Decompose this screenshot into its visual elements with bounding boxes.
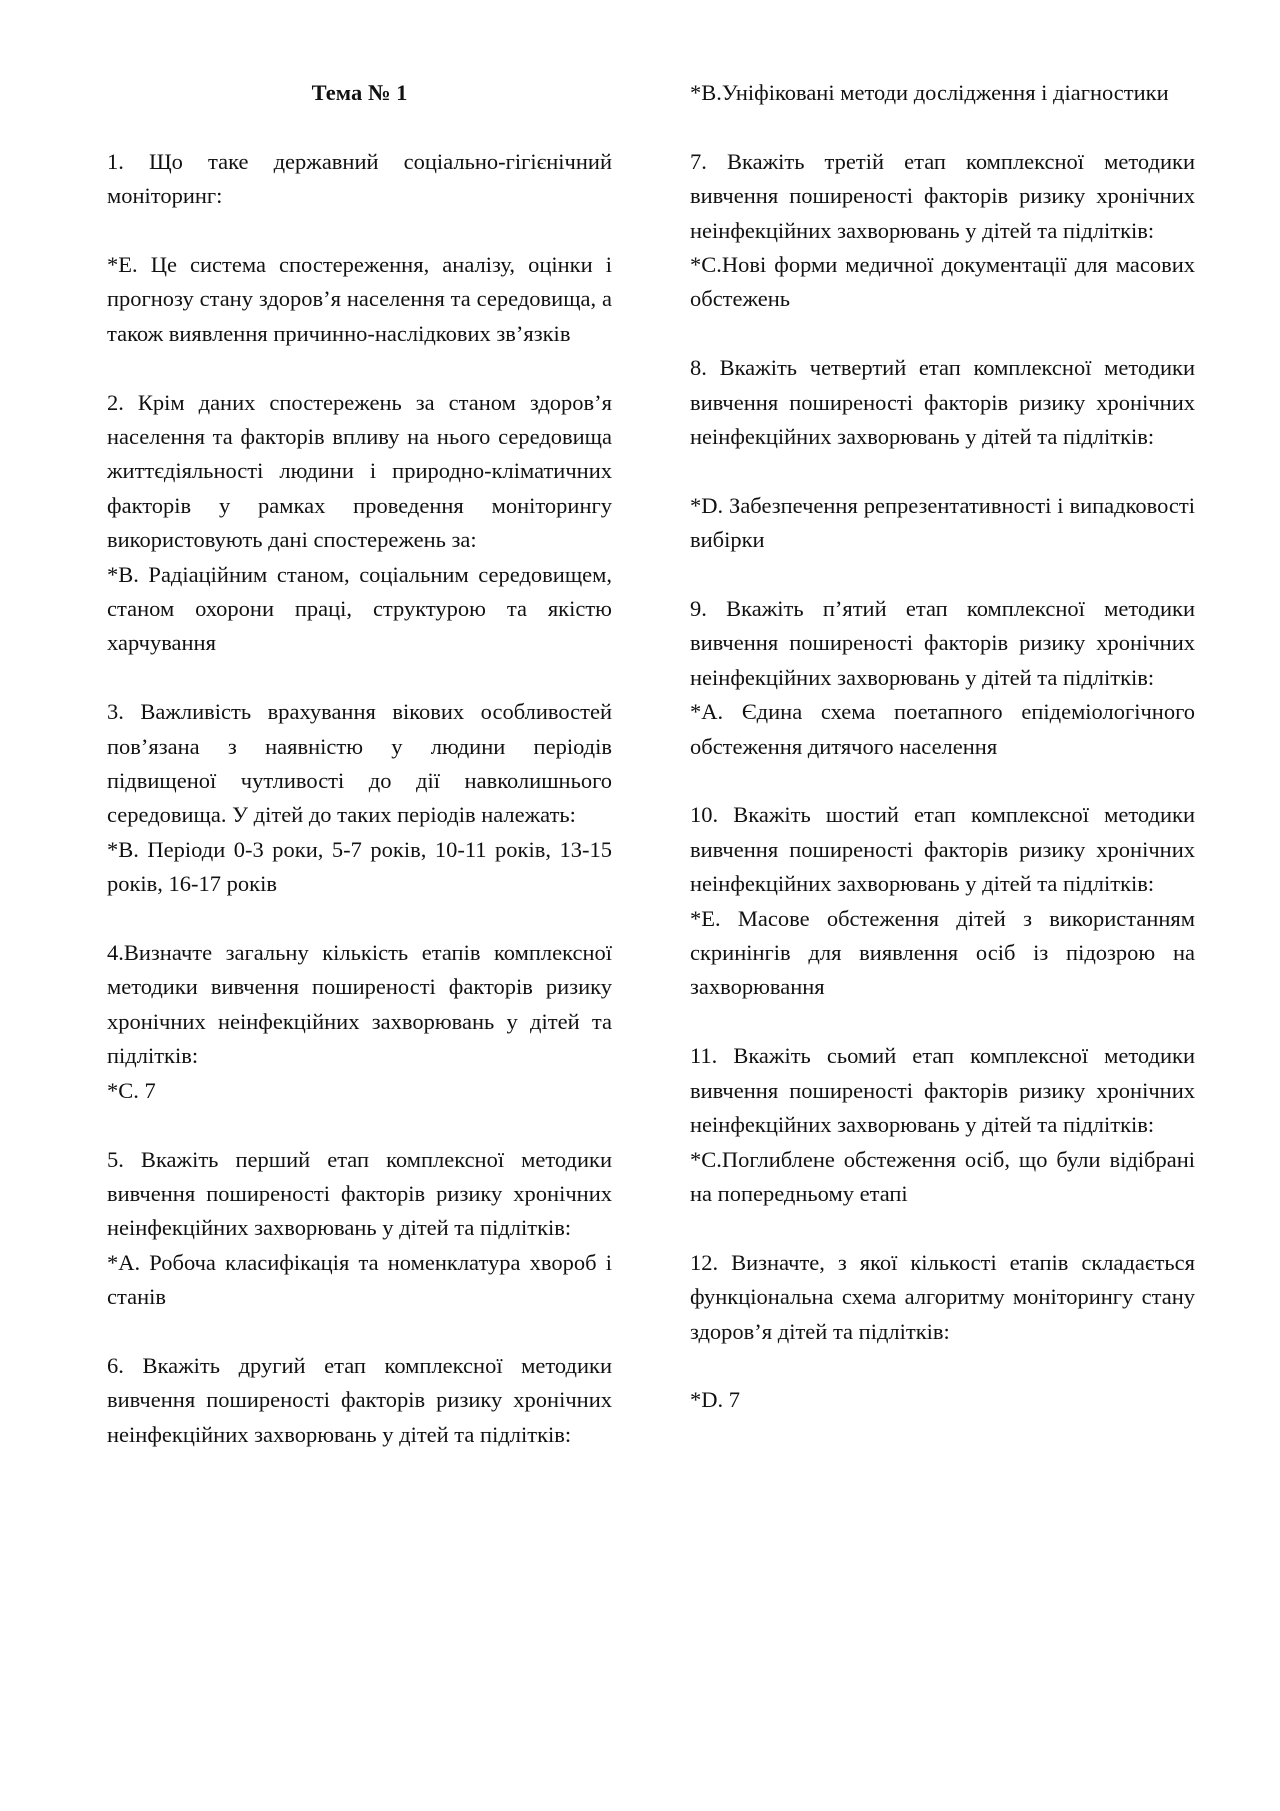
paragraph-spacer <box>690 1211 1195 1245</box>
question-block <box>690 1039 1195 1211</box>
answer-text: *D. 7 <box>690 1387 740 1413</box>
question-block <box>690 351 1195 557</box>
paragraph-spacer <box>107 661 612 695</box>
paragraph-spacer <box>690 317 1195 351</box>
question-text: 10. Вкажіть шостий етап комплексної методики вивчення поширеності факторів ризику хронічних неінфекційних захворювань у дітей та підлітків: <box>690 802 1195 897</box>
question-block <box>690 798 1195 1004</box>
answer-text: *C.Поглиблене обстеження осіб, що були відібрані на попередньому етапі <box>690 1146 1195 1206</box>
left-question-list <box>107 145 612 1452</box>
answer-text: *E. Це система спостереження, аналізу, оцінки і прогнозу стану здоров’я населення та середовища, а також виявлення причинно-наслідкових зв’язків <box>107 252 612 346</box>
right-question-list <box>690 76 1195 1418</box>
question-block <box>107 145 612 351</box>
question-text: 1. Що таке державний соціально-гігієнічний моніторинг: <box>107 148 612 209</box>
answer-text: *B.Уніфіковані методи дослідження і діагностики <box>690 80 1169 105</box>
question-text: 9. Вкажіть п’ятий етап комплексної методики вивчення поширеності факторів ризику хронічних неінфекційних захворювань у дітей та підлітків: <box>690 596 1195 690</box>
question-text: 6. Вкажіть другий етап комплексної методики вивчення поширеності факторів ризику хронічних неінфекційних захворювань у дітей та підлітків: <box>107 1352 612 1447</box>
question-block <box>107 695 612 901</box>
question-text: 12. Визначте, з якої кількості етапів складається функціональна схема алгоритму моніторингу стану здоров’я дітей та підлітків: <box>690 1249 1195 1344</box>
page-title: Тема № 1 <box>311 80 408 105</box>
question-block <box>690 76 1195 110</box>
question-text: 7. Вкажіть третій етап комплексної методики вивчення поширеності факторів ризику хронічних неінфекційних захворювань у дітей та підлітків: <box>690 148 1195 243</box>
question-block <box>107 1143 612 1315</box>
right-column <box>690 76 1195 1418</box>
paragraph-spacer <box>690 558 1195 592</box>
blank-line <box>107 214 612 248</box>
answer-text: *C. 7 <box>107 1077 156 1103</box>
answer-text: *C.Нові форми медичної документації для масових обстежень <box>690 252 1195 312</box>
paragraph-spacer <box>107 351 612 385</box>
answer-text: *B. Радіаційним станом, соціальним середовищем, станом охорони праці, структурою та якістю харчування <box>107 561 612 656</box>
blank-line <box>690 454 1195 488</box>
question-block <box>690 1246 1195 1418</box>
question-block <box>690 145 1195 317</box>
blank-line <box>690 1349 1195 1383</box>
question-text: 3. Важливість врахування вікових особливостей пов’язана з наявністю у людини періодів підвищеної чутливості до дії навколишнього середовища. У дітей до таких періодів належать: <box>107 699 612 828</box>
left-column <box>107 76 612 1452</box>
question-text: 4.Визначте загальну кількість етапів комплексної методики вивчення поширеності факторів ризику хронічних неінфекційних захворювань у дітей та підлітків: <box>107 940 612 1069</box>
paragraph-spacer <box>690 1005 1195 1039</box>
question-block <box>690 592 1195 764</box>
paragraph-spacer <box>690 764 1195 798</box>
answer-text: *D. Забезпечення репрезентативності і випадковості вибірки <box>690 492 1195 553</box>
question-text: 8. Вкажіть четвертий етап комплексної методики вивчення поширеності факторів ризику хронічних неінфекційних захворювань у дітей та підлітків: <box>690 355 1195 450</box>
question-text: 11. Вкажіть сьомий етап комплексної методики вивчення поширеності факторів ризику хронічних неінфекційних захворювань у дітей та підлітків: <box>690 1043 1195 1138</box>
answer-text: *A. Робоча класифікація та номенклатура хвороб і станів <box>107 1249 612 1310</box>
answer-text: *A. Єдина схема поетапного епідеміологічного обстеження дитячого населення <box>690 699 1195 759</box>
question-text: 2. Крім даних спостережень за станом здоров’я населення та факторів впливу на нього середовища життєдіяльності людини і природно-кліматичних факторів у рамках проведення моніторингу використовують дані спостережень за: <box>107 389 612 553</box>
answer-text: *E. Масове обстеження дітей з використанням скринінгів для виявлення осіб із підозрою на захворювання <box>690 905 1195 1000</box>
paragraph-spacer <box>107 1315 612 1349</box>
question-block <box>107 1349 612 1452</box>
paragraph-spacer <box>107 902 612 936</box>
paragraph-spacer <box>107 1108 612 1142</box>
question-block <box>107 386 612 661</box>
question-text: 5. Вкажіть перший етап комплексної методики вивчення поширеності факторів ризику хронічних неінфекційних захворювань у дітей та підлітків: <box>107 1146 612 1241</box>
paragraph-spacer <box>690 110 1195 144</box>
answer-text: *B. Періоди 0-3 роки, 5-7 років, 10-11 років, 13-15 років, 16-17 років <box>107 836 612 897</box>
question-block <box>107 936 612 1108</box>
